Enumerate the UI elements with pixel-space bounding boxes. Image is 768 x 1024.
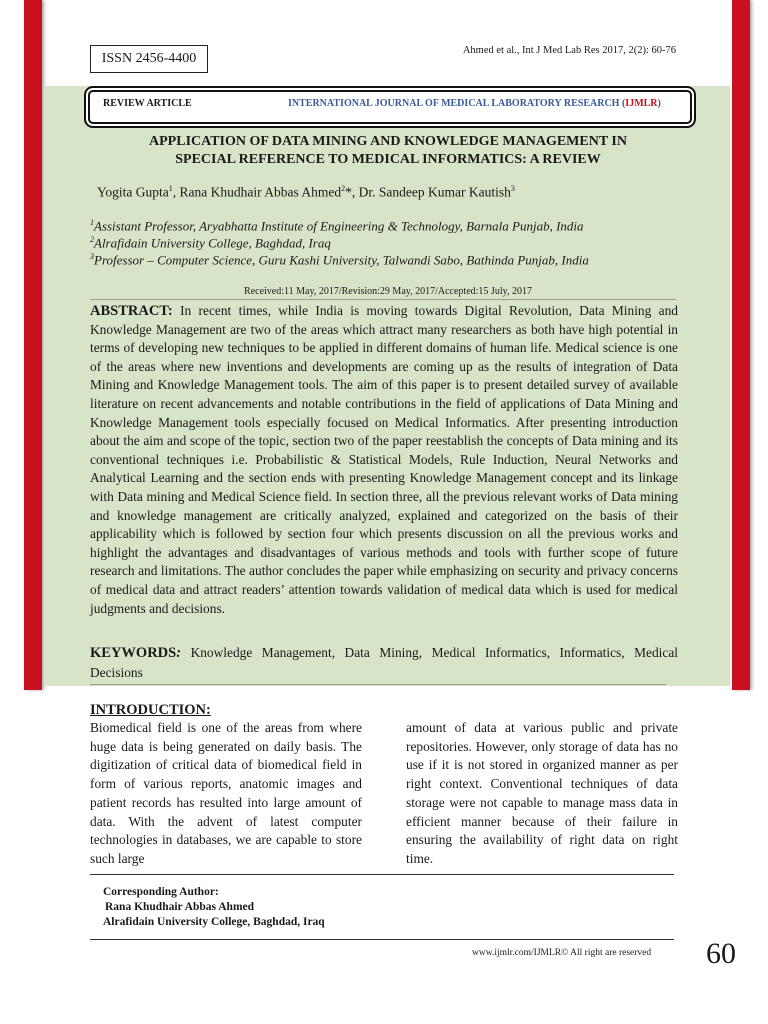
journal-abbrev: IJMLR xyxy=(625,98,658,109)
author-list xyxy=(97,184,515,201)
footer-copyright: www.ijmlr.com/IJMLR© All right are reserved xyxy=(472,948,652,958)
affiliation-1-text: Assistant Professor, Aryabhatta Institute of Engineering & Technology, Barnala Punjab, India xyxy=(94,218,584,234)
paper-title xyxy=(90,133,686,169)
citation: Ahmed et al., Int J Med Lab Res 2017, 2(2): 60-76 xyxy=(462,45,676,56)
corresponding-top-rule xyxy=(90,874,674,875)
keywords-colon: : xyxy=(176,645,182,661)
issn-box: ISSN 2456-4400 xyxy=(90,45,208,73)
affiliation-3-sup: 3 xyxy=(90,252,94,261)
keywords-label: KEYWORDS xyxy=(90,645,177,661)
keywords-text: Knowledge Management, Data Mining, Medical Informatics, Informatics, Medical Decisions xyxy=(90,645,678,680)
keywords-bottom-rule xyxy=(90,684,666,685)
affiliation-3-text: Professor – Computer Science, Guru Kashi University, Talwandi Sabo, Bathinda Punjab, India xyxy=(94,252,589,268)
author-sep-1: , xyxy=(172,184,180,200)
abstract-text: In recent times, while India is moving towards Digital Revolution, Data Mining and Knowledge Management are two of the areas which attract many researchers as both have high potential in terms of developing new techniques to be applied in different domains of human life. Medical science is one of the areas where new inventions and developments are coming up as the results of integration of Data Mining and Knowledge Management tools. The aim of this paper is to present detailed survey of available literature on recent advancements and notable contributions in the field of applications of Data Mining and Knowledge Management tools especially focused on Medical Informatics. After presenting introduction about the aim and scope of the topic, section two of the paper reestablish the concepts of Data mining and its conventional techniques i.e. Probabilistic & Statistical Models, Rule Induction, Neural Networks and Analytical Learning and the section ends with presenting Knowledge Management concept and its linkage with Data mining and Medical Science field. In section three, all the previous relevant works of Data mining and knowledge management are critically analyzed, explained and categorized on the basis of their applicability which is followed by section four which presents discussion on all the previous works and highlight the advantages and disadvantages of various methods and tools with further scope of future research and limitations. The author concludes the paper while emphasizing on security and privacy concerns of medical data and attract readers’ attention towards validation of medical data which is used for medical judgments and decisions. xyxy=(90,303,678,616)
affiliation-2-sup: 2 xyxy=(90,235,94,244)
journal-name xyxy=(288,98,661,109)
article-type: REVIEW ARTICLE xyxy=(103,98,192,109)
affiliation-2-text: Alrafidain University College, Baghdad, Iraq xyxy=(94,235,331,251)
affiliation-2 xyxy=(90,235,331,251)
corresponding-affiliation: Alrafidain University College, Baghdad, Iraq xyxy=(103,916,325,928)
page-number: 60 xyxy=(706,937,736,970)
corresponding-author xyxy=(103,885,325,930)
author-2: Rana Khudhair Abbas Ahmed xyxy=(179,184,342,200)
received-dates: Received:11 May, 2017/Revision:29 May, 2017/Accepted:15 July, 2017 xyxy=(244,286,532,297)
introduction-column-right: amount of data at various public and private repositories. However, only storage of data has no use if it is not stored in organized manner as per right context. Conventional techniques of data storage were not capable to manage mass data in efficient manner because of their failure in ensuring the availability of right data on right time. xyxy=(406,720,678,866)
author-3-sup: 3 xyxy=(510,184,515,193)
title-line-2: SPECIAL REFERENCE TO MEDICAL INFORMATICS: A REVIEW xyxy=(175,152,601,167)
abstract-top-rule xyxy=(90,299,676,300)
corresponding-mark: * xyxy=(345,184,352,200)
corresponding-name: Rana Khudhair Abbas Ahmed xyxy=(105,901,255,913)
keywords xyxy=(90,643,678,683)
author-sep-2: , xyxy=(351,184,359,200)
introduction-heading: INTRODUCTION: xyxy=(90,702,211,718)
author-1: Yogita Gupta xyxy=(97,184,169,200)
affiliation-1 xyxy=(90,218,584,234)
introduction-column-left: Biomedical field is one of the areas from where huge data is being generated on daily basis. The digitization of critical data of biomedical field in form of various reports, anatomic images and patient records has resulted into large amount of data. With the advent of latest computer technologies in databases, we are capable to store such large xyxy=(90,720,362,866)
corresponding-label: Corresponding Author: xyxy=(103,886,219,898)
abstract xyxy=(90,302,678,618)
abstract-label: ABSTRACT: xyxy=(90,303,173,319)
author-3: Dr. Sandeep Kumar Kautish xyxy=(358,184,511,200)
left-red-border xyxy=(24,0,42,690)
right-red-border xyxy=(732,0,750,690)
author-1-sup: 1 xyxy=(168,184,173,193)
affiliation-1-sup: 1 xyxy=(90,218,94,227)
author-2-sup: 2 xyxy=(341,184,346,193)
corresponding-bottom-rule xyxy=(90,939,674,940)
journal-name-text: INTERNATIONAL JOURNAL OF MEDICAL LABORATORY RESEARCH ( xyxy=(288,98,626,109)
affiliation-3 xyxy=(90,252,589,268)
journal-close: ) xyxy=(657,98,661,109)
title-line-1: APPLICATION OF DATA MINING AND KNOWLEDGE MANAGEMENT IN xyxy=(149,134,627,149)
